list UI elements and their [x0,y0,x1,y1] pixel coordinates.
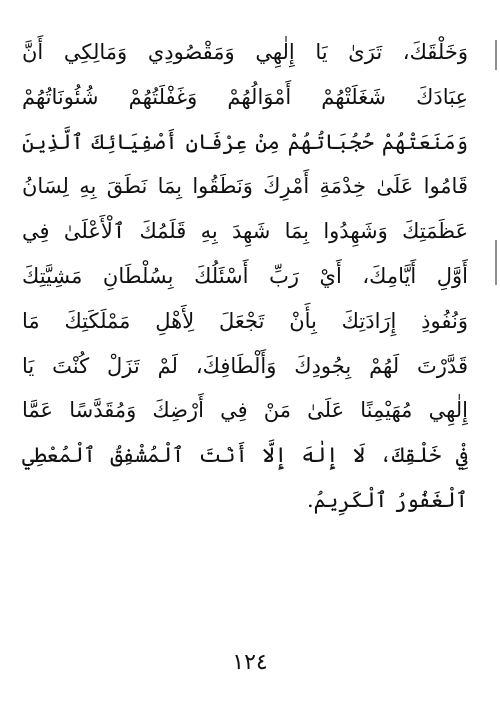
page-edge-mark [495,240,497,285]
text-line: وَنُفُوذِ إِرَادَتِكَ بِأَنْ تَجْعَلَ لِأَهْلِ مَمْلَكَتِكَ مَا [22,308,468,333]
text-line: وَمَنَعَتْهُمْ حُجُبَاتُهُمْ مِنْ عِرْفَانِ أَصْفِيَائِكَ ٱلَّذِينَ [22,129,468,154]
text-line: عَظَمَتِكَ وَشَهِدُوا بِمَا شَهِدَ بِهِ قَلَمُكَ ٱلْأَعْلَىٰ فِي [22,219,468,244]
text-line: قَدَّرْتَ لَهُمْ بِجُودِكَ وَأَلْطَافِكَ، لَمْ تَزَلْ كُنْتَ يَا [22,353,468,378]
text-line: إِلٰهِي مُهَيْمِنًا عَلَىٰ مَنْ فِي أَرْضِكَ وَمُقَدَّسًا عَمَّا [22,398,468,423]
text-line: وَخَلْقَكَ، تَرَىٰ يَا إِلٰهِي وَمَقْصُودِي وَمَالِكِي أَنَّ [22,40,468,64]
text-line: عِبَادَكَ شَغَلَتْهُمْ أَمْوَالُهُمْ وَغَفْلَتُهُمْ شُئُونَاتُهُمْ [22,84,468,109]
prayer-text [22,30,468,523]
text-line: ٱلْغَفُورُ ٱلْكَرِيمُ. [306,487,468,512]
text-line: فِيْ خَلْقِكَ، لَا إِلٰهَ إِلَّا أَنْتَ ٱلْمُشْفِقُ ٱلْمُعْطِي [22,443,468,468]
text-line: أَوَّلِ أَيَّامِكَ، أَيْ رَبِّ أَسْئَلُكَ بِسُلْطَانِ مَشِيَّتِكَ [22,263,468,288]
page-edge-mark [495,40,497,70]
text-line: قَامُوا عَلَىٰ خِدْمَةِ أَمْرِكَ وَنَطَقُوا بِمَا نَطَقَ بِهِ لِسَانُ [22,174,468,199]
page-number: ١٢٤ [232,650,268,675]
